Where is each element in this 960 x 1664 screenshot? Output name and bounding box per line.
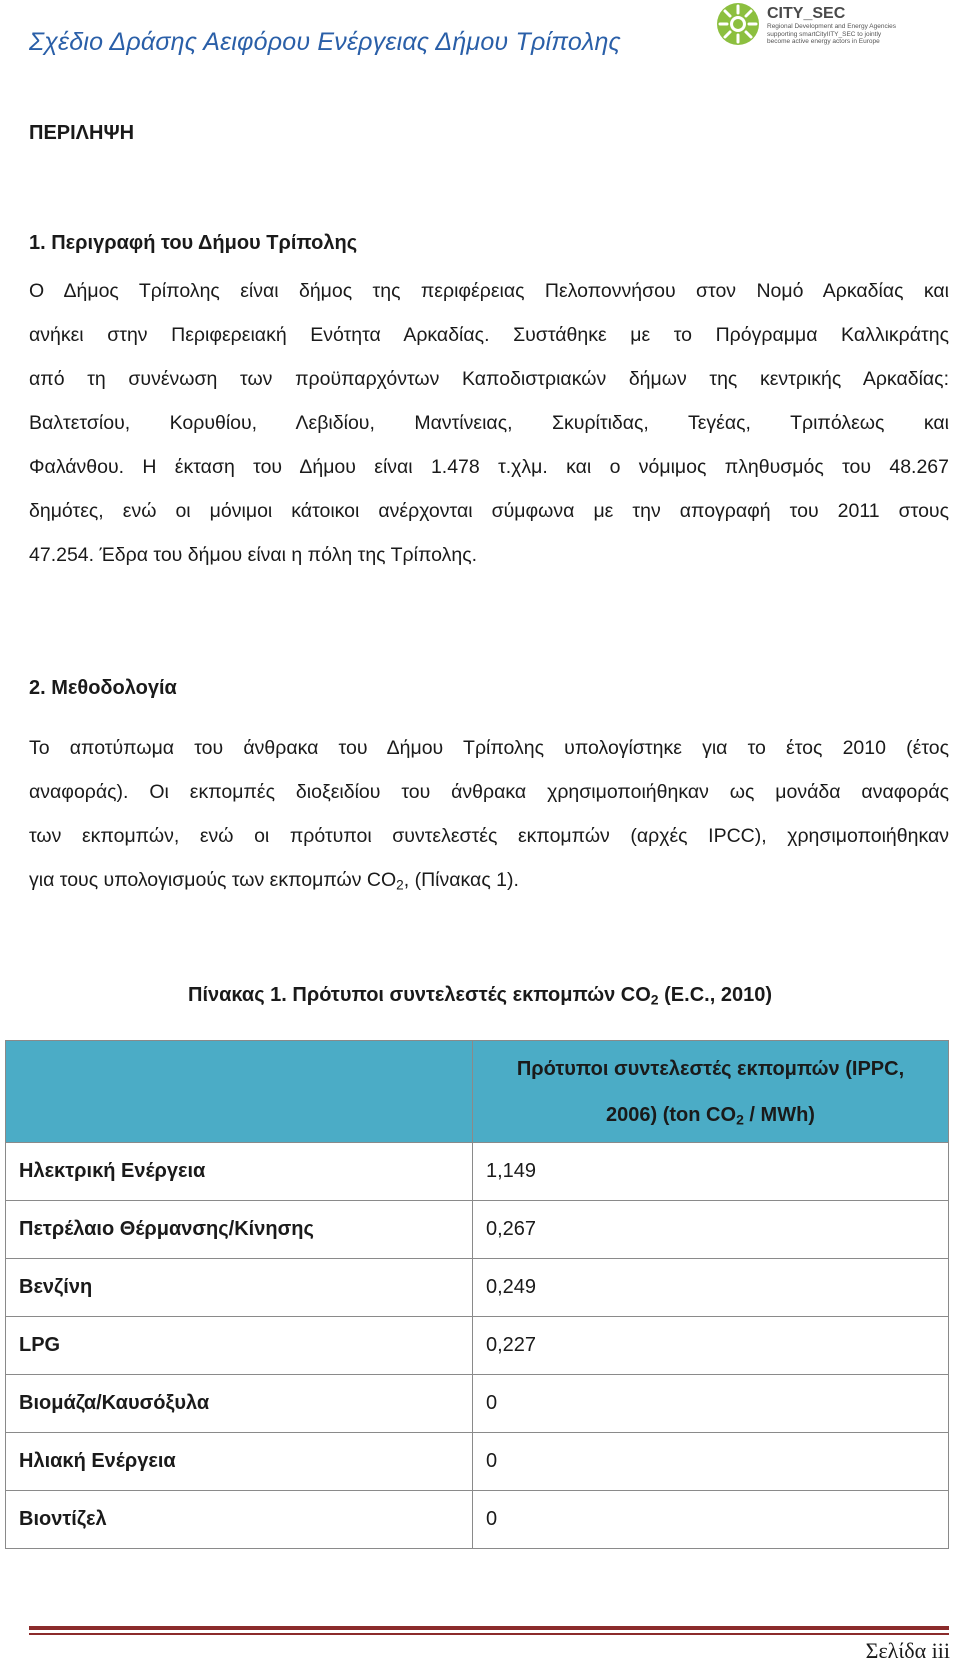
table-row xyxy=(6,1491,949,1549)
logo-tagline-line: Regional Development and Energy Agencies xyxy=(767,23,897,30)
table-header-row xyxy=(6,1041,949,1143)
city-sec-logo-icon xyxy=(716,2,760,46)
table-row xyxy=(6,1433,949,1491)
section-1-heading: 1. Περιγραφή του Δήμου Τρίπολης xyxy=(29,232,358,254)
table-row xyxy=(6,1259,949,1317)
fuel-type-cell: Βενζίνη xyxy=(6,1259,473,1317)
table-caption-source: (E.C., 2010) xyxy=(658,984,772,1006)
header-unit: / MWh) xyxy=(743,1103,815,1126)
paragraph-line: Το αποτύπωμα του άνθρακα του Δήμου Τρίπολης υπολογίστηκε για το έτος 2010 (έτος xyxy=(29,737,949,759)
emission-factor-cell: 0 xyxy=(473,1491,949,1549)
emission-factor-cell: 1,149 xyxy=(473,1143,949,1201)
city-sec-logo xyxy=(716,2,946,52)
logo-tagline-line: become active energy actors in Europe xyxy=(767,38,880,45)
co2-subscript: 2 xyxy=(396,877,404,893)
header-line-2: 2006) (ton CO xyxy=(606,1103,737,1126)
fuel-type-cell: Βιομάζα/Καυσόξυλα xyxy=(6,1375,473,1433)
city-sec-logo-tagline xyxy=(767,23,942,46)
table-row xyxy=(6,1375,949,1433)
section-2-paragraph xyxy=(29,726,949,902)
fuel-type-cell: Πετρέλαιο Θέρμανσης/Κίνησης xyxy=(6,1201,473,1259)
summary-title: ΠΕΡΙΛΗΨΗ xyxy=(29,122,135,144)
paragraph-line: Ο Δήμος Τρίπολης είναι δήμος της περιφέρειας Πελοποννήσου στον Νομό Αρκαδίας και xyxy=(29,280,949,302)
paragraph-line: 47.254. Έδρα του δήμου είναι η πόλη της Τρίπολης. xyxy=(29,544,478,566)
header-subscript: 2 xyxy=(736,1111,744,1127)
paragraph-line xyxy=(29,858,949,902)
paragraph-line: αναφοράς). Οι εκπομπές διοξειδίου του άνθρακα χρησιμοποιήθηκαν ως μονάδα αναφοράς xyxy=(29,781,949,803)
paragraph-line: Βαλτετσίου, Κορυθίου, Λεβιδίου, Μαντίνειας, Σκυρίτιδας, Τεγέας, Τριπόλεως και xyxy=(29,412,949,434)
paragraph-line: ανήκει στην Περιφερειακή Ενότητα Αρκαδίας. Συστάθηκε με το Πρόγραμμα Καλλικράτης xyxy=(29,324,949,346)
emission-factor-cell: 0,227 xyxy=(473,1317,949,1375)
logo-tagline-line: supporting smartCityIITY_SEC to jointly xyxy=(767,30,882,38)
table-caption-subscript: 2 xyxy=(650,991,659,1008)
table-row xyxy=(6,1201,949,1259)
fuel-type-cell: LPG xyxy=(6,1317,473,1375)
table-caption xyxy=(0,984,960,1007)
emission-factors-table xyxy=(5,1040,949,1549)
section-2-heading: 2. Μεθοδολογία xyxy=(29,677,177,699)
emission-factor-cell: 0,249 xyxy=(473,1259,949,1317)
fuel-type-cell: Ηλεκτρική Ενέργεια xyxy=(6,1143,473,1201)
emission-factor-cell: 0 xyxy=(473,1433,949,1491)
co2-text: για τους υπολογισμούς των εκπομπών CO xyxy=(29,869,397,891)
document-header-title: Σχέδιο Δράσης Αειφόρου Ενέργειας Δήμου Τρίπολης xyxy=(29,28,621,56)
section-1-paragraph xyxy=(29,269,949,577)
footer-rule-thin xyxy=(29,1633,949,1635)
fuel-type-cell: Ηλιακή Ενέργεια xyxy=(6,1433,473,1491)
table-row xyxy=(6,1143,949,1201)
footer-rule xyxy=(29,1626,949,1630)
paragraph-line: των εκπομπών, ενώ οι πρότυποι συντελεστές εκπομπών (αρχές IPCC), χρησιμοποιήθηκαν xyxy=(29,825,949,847)
table-reference-text: , (Πίνακας 1). xyxy=(403,869,519,891)
city-sec-logo-name: CITY_SEC xyxy=(767,5,846,22)
emission-factor-cell: 0 xyxy=(473,1375,949,1433)
table-row xyxy=(6,1317,949,1375)
emission-factor-cell: 0,267 xyxy=(473,1201,949,1259)
fuel-type-cell: Βιοντίζελ xyxy=(6,1491,473,1549)
paragraph-line: δημότες, ενώ οι μόνιμοι κάτοικοι ανέρχονται σύμφωνα με την απογραφή του 2011 στους xyxy=(29,500,949,522)
paragraph-line: από τη συνένωση των προϋπαρχόντων Καποδιστριακών δήμων της κεντρικής Αρκαδίας: xyxy=(29,368,949,390)
table-header-empty-cell xyxy=(6,1041,473,1143)
header-line-1: Πρότυποι συντελεστές εκπομπών (IPPC, xyxy=(516,1057,905,1080)
table-caption-text: Πίνακας 1. Πρότυποι συντελεστές εκπομπών CO xyxy=(188,984,651,1006)
table-header-emission-factors xyxy=(473,1041,949,1143)
page-number: Σελίδα iii xyxy=(865,1638,950,1663)
paragraph-line: Φαλάνθου. Η έκταση του Δήμου είναι 1.478 τ.χλμ. και ο νόμιμος πληθυσμός του 48.267 xyxy=(29,456,949,478)
